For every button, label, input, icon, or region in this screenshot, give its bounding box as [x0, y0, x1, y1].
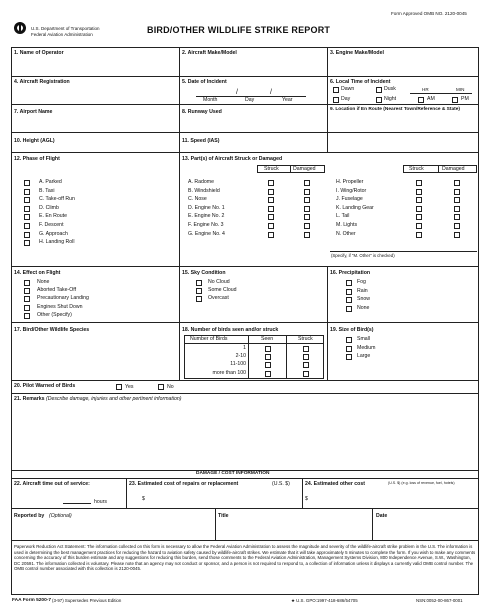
title-field[interactable]	[217, 522, 370, 539]
checkbox-count-seen[interactable]	[265, 354, 271, 360]
checkbox-part-damaged[interactable]	[304, 214, 310, 220]
checkbox-part-struck[interactable]	[416, 214, 422, 220]
label-parts-struck: 13. Part(s) of Aircraft Struck or Damaged	[182, 156, 283, 162]
label-date: Date	[376, 513, 388, 519]
checkbox-part-struck[interactable]	[268, 180, 274, 186]
checkbox-warned-no[interactable]	[158, 384, 164, 390]
checkbox-part-damaged[interactable]	[304, 189, 310, 195]
remarks-note: (Describe damage, injuries and other pertinent information)	[46, 396, 182, 402]
phase-label: B. Taxi	[39, 187, 55, 194]
dot-logo	[14, 22, 26, 34]
agency-line-1: U.S. Department of Transportation	[31, 26, 100, 31]
label-name-of-operator: 1. Name of Operator	[14, 50, 64, 56]
part-label: F. Engine No. 3	[188, 222, 224, 228]
col-seen: Seen	[261, 336, 274, 342]
checkbox-sky[interactable]	[196, 280, 202, 286]
form-edition: (3-97) Supersedes Previous Edition	[52, 598, 122, 603]
part-label: A. Radome	[188, 179, 214, 185]
checkbox-part-struck[interactable]	[416, 232, 422, 238]
checkbox-precip[interactable]	[346, 289, 352, 295]
checkbox-count-seen[interactable]	[265, 371, 271, 377]
sky-label: Some Cloud	[208, 287, 237, 294]
col-struck-left: Struck	[264, 166, 279, 172]
checkbox-effect[interactable]	[24, 305, 30, 311]
label-time-out-of-service: 22. Aircraft time out of service:	[14, 481, 90, 487]
part-label: J. Fuselage	[336, 196, 363, 203]
checkbox-sky[interactable]	[196, 288, 202, 294]
checkbox-precip[interactable]	[346, 280, 352, 286]
sky-label: Overcast	[208, 295, 229, 302]
nsn-number: NSN:0052-00-867-0001	[416, 598, 463, 603]
checkbox-part-struck[interactable]	[416, 180, 422, 186]
checkbox-part-struck[interactable]	[416, 197, 422, 203]
checkbox-part-damaged[interactable]	[454, 180, 460, 186]
bird-count-label: more than 100	[212, 369, 246, 376]
checkbox-dusk[interactable]	[376, 87, 382, 93]
col-struck-right: Struck	[409, 166, 424, 172]
precip-label: None	[357, 304, 370, 311]
checkbox-phase[interactable]	[24, 189, 30, 195]
checkbox-effect[interactable]	[24, 296, 30, 302]
part-label: I. Wing/Rotor	[336, 187, 367, 194]
label-precipitation: 16. Precipitation	[330, 270, 371, 276]
checkbox-phase[interactable]	[24, 223, 30, 229]
checkbox-part-damaged[interactable]	[454, 189, 460, 195]
part-label: C. Nose	[188, 196, 207, 203]
remarks-field[interactable]	[12, 405, 478, 469]
effect-label: Other (Specify)	[37, 311, 72, 318]
effect-label: Aborted Take-Off	[37, 287, 77, 294]
label-other-cost: 24. Estimated other cost	[305, 481, 365, 487]
phase-label: D. Climb	[39, 204, 59, 211]
checkbox-part-struck[interactable]	[416, 223, 422, 229]
operator-name-field[interactable]	[12, 58, 178, 75]
date-field[interactable]	[374, 522, 477, 539]
label-speed: 11. Speed (IAS)	[182, 138, 220, 144]
damage-cost-heading: DAMAGE / COST INFORMATION	[196, 471, 270, 476]
checkbox-size[interactable]	[346, 346, 352, 352]
label-year: Year	[282, 97, 293, 103]
height-field[interactable]	[50, 135, 178, 150]
col-number-of-birds: Number of Birds	[190, 336, 228, 342]
checkbox-sky[interactable]	[196, 296, 202, 302]
part-label: H. Propeller	[336, 179, 364, 185]
checkbox-phase[interactable]	[24, 232, 30, 238]
repair-cost-field[interactable]	[150, 493, 298, 503]
label-day: Day	[245, 97, 255, 103]
checkbox-part-struck[interactable]	[268, 232, 274, 238]
agency-line-2: Federal Aviation Administration	[31, 32, 93, 37]
checkbox-part-damaged[interactable]	[454, 214, 460, 220]
precip-label: Rain	[357, 287, 368, 294]
checkbox-part-damaged[interactable]	[454, 197, 460, 203]
paperwork-reduction-statement: Paperwork Reduction Act Statement: The information collected on this form is necessary to allow the Federal Aviation Administration to assess the magnitude and severity of the wildlife-aircraft strike problem in the U.S. The information is used in determining the best management practices for reducing the hazard to aviation safety caused by wildlife-aircraft strikes. We estimate that it will take approximately 5 minutes to complete the form. If you wish to make any comments concerning the accuracy of this burden estimate and any suggestions for reducing this burden, send those comments to the Federal Aviation Administration, Management Systems Division, 800 Independence Avenue, S.W., Washington, DC 20591. The information collected is voluntary. Please note that an agency may not conduct or sponsor, and a person is not required to respond to, a collection of information unless it displays a currently valid OMB control number. The OMB control number associated with this collection is 2120-0045.	[14, 544, 476, 571]
checkbox-part-damaged[interactable]	[304, 232, 310, 238]
precip-label: Snow	[357, 296, 370, 303]
checkbox-part-struck[interactable]	[416, 206, 422, 212]
specify-other-note: (Specify, if "M. Other" is checked)	[331, 253, 395, 258]
checkbox-size[interactable]	[346, 354, 352, 360]
checkbox-precip[interactable]	[346, 297, 352, 303]
effect-label: None	[37, 279, 50, 285]
checkbox-phase[interactable]	[24, 240, 30, 246]
size-label: Small	[357, 336, 370, 342]
checkbox-part-damaged[interactable]	[304, 180, 310, 186]
checkbox-size[interactable]	[346, 337, 352, 343]
part-label: D. Engine No. 1	[188, 204, 225, 211]
checkbox-count-struck[interactable]	[303, 371, 309, 377]
effect-label: Engines Shut Down	[37, 303, 83, 310]
omb-number: Form Approved OMB NO. 2120-0045	[391, 11, 467, 16]
part-label: E. Engine No. 2	[188, 213, 225, 220]
effect-label: Precautionary Landing	[37, 295, 89, 302]
part-label: M. Lights	[336, 222, 358, 228]
species-field[interactable]	[12, 336, 178, 379]
label-repair-cost: 23. Estimated cost of repairs or replacement	[129, 481, 239, 487]
phase-label: H. Landing Roll	[39, 239, 75, 246]
form-title: BIRD/OTHER WILDLIFE STRIKE REPORT	[147, 25, 331, 35]
speed-field[interactable]	[212, 135, 326, 150]
checkbox-effect[interactable]	[24, 313, 30, 319]
engine-make-model-field[interactable]	[329, 58, 477, 75]
checkbox-part-damaged[interactable]	[454, 206, 460, 212]
checkbox-part-struck[interactable]	[268, 223, 274, 229]
checkbox-am[interactable]	[418, 97, 424, 103]
checkbox-pm[interactable]	[452, 97, 458, 103]
form-number: FAA Form 5200-7	[12, 598, 52, 603]
checkbox-count-seen[interactable]	[265, 362, 271, 368]
checkbox-precip[interactable]	[346, 306, 352, 312]
checkbox-phase[interactable]	[24, 206, 30, 212]
phase-label: A. Parked	[39, 179, 62, 185]
checkbox-count-seen[interactable]	[265, 346, 271, 352]
aircraft-registration-field[interactable]	[12, 87, 178, 103]
checkbox-part-damaged[interactable]	[304, 197, 310, 203]
sky-label: No Cloud	[208, 279, 230, 285]
label-effect-on-flight: 14. Effect on Flight	[14, 270, 61, 276]
checkbox-count-struck[interactable]	[303, 346, 309, 352]
precip-label: Fog	[357, 279, 366, 285]
part-label: K. Landing Gear	[336, 204, 374, 211]
checkbox-part-struck[interactable]	[268, 214, 274, 220]
bird-strike-report-form: Form Approved OMB NO. 2120-0045 U.S. Department of Transportation Federal Aviation Administration BIRD/OTHER WILDLIFE STRIKE REPORT 1. Name of Operator 2. Aircraft Make/Model 3. Engine Make/Model 4. Aircraft Registration 5. Date of Incident / / Month Day Year 6. Local Time of Incident Dawn Dusk HR MIN Day Night AM PM 7. Airport Name 8. Runway Used 9. Location if En Route (Nearest Town/Reference & State) 10. Height (AGL) 11. Speed (IAS) 12. Phase of Flight 13. Part(s) of Aircraft Struck or Damaged Struck Damaged Struck Damaged (Specify, if "M. Other" is checked) 14. Effect on Flight 15. Sky Condition 16. Precipitation 17. Bird/Other Wildlife Species 18. Number of birds seen and/or struck Number of Birds Seen Struck 19. Size of Bird(s) 20. Pilot Warned of Birds Yes No 21. Remarks (Describe damage, injuries and other pertinent information) DAMAGE / COST INFORMATION 22. Aircraft time out of service: hours 23. Estimated cost of repairs or replacement (U.S. $) $ 24. Estimated other cost (U.S. $) (e.g. loss of revenue, fuel, hotels) $ Reported by (Optional) Title Date Paperwork Reduction Act Statement: The information collected on this form is necessary to allow the Federal Aviation Administration to assess the magnitude and severity of the wildlife-aircraft strike problem in the U.S. The information is used in determining the best management practices for reducing the hazard to aviation safety caused by wildlife-aircraft strikes. We estimate that it will take approximately 5 minutes to complete the form. If you wish to make any comments concerning the accuracy of this burden estimate and any suggestions for reducing this burden, send those comments to the Federal Aviation Administration, Management Systems Division, 800 Independence Avenue, S.W., Washington, DC 20591. The information collected is voluntary. Please note that an agency may not conduct or sponsor, and a person is not required to respond to, a collection of information unless it displays a currently valid OMB control number. The OMB control number associated with this collection is 2120-0045. FAA Form 5200-7 (3-97) Supersedes Previous Edition ★ U.S. GPO:1997-418-686/54705 NSN:0052-00-867-0001 A. Parked B. Taxi C. Take-off Run D. Climb E. En Route F. Descent G. Approach H. Landing Roll A. Radome B. Windshield C. Nose D. Engine No. 1 E. Engine No. 2 F. Engine No. 3 G. Engine No. 4 H. Propeller I. Wing/Rotor J. Fuselage K. Landing Gear L. Tail M. Lights N. Other None Aborted Take-Off Precautionary Landing Engines Shut Down Other (Specify) No Cloud Some Cloud Overcast Fog Rain Snow None 1 2-10 11-100 more than 100 Small Medium Large	[0, 0, 488, 608]
phase-label: E. En Route	[39, 213, 67, 220]
bird-count-label: 2-10	[235, 353, 246, 360]
checkbox-day[interactable]	[333, 97, 339, 103]
checkbox-part-damaged[interactable]	[454, 223, 460, 229]
label-remarks: 21. Remarks	[14, 396, 45, 402]
bird-count-label: 1	[243, 345, 246, 351]
checkbox-phase[interactable]	[24, 197, 30, 203]
date-of-incident-field[interactable]	[196, 86, 306, 96]
label-size-of-birds: 19. Size of Bird(s)	[330, 327, 374, 333]
phase-label: C. Take-off Run	[39, 196, 75, 203]
reported-by-field[interactable]	[12, 522, 213, 539]
label-height: 10. Height (AGL)	[14, 138, 55, 144]
col-damaged-left: Damaged	[293, 166, 316, 172]
airport-name-field[interactable]	[12, 117, 178, 131]
time-out-of-service-field[interactable]	[63, 494, 91, 503]
label-species: 17. Bird/Other Wildlife Species	[14, 327, 90, 333]
checkbox-night[interactable]	[376, 97, 382, 103]
gpo-notice: ★ U.S. GPO:1997-418-686/54705	[291, 598, 358, 603]
label-engine-make-model: 3. Engine Make/Model	[330, 50, 384, 56]
bird-count-label: 11-100	[230, 361, 246, 368]
checkbox-effect[interactable]	[24, 280, 30, 286]
checkbox-part-struck[interactable]	[416, 189, 422, 195]
phase-label: F. Descent	[39, 222, 64, 228]
checkbox-warned-yes[interactable]	[116, 384, 122, 390]
size-label: Large	[357, 353, 371, 360]
checkbox-dawn[interactable]	[333, 87, 339, 93]
checkbox-part-damaged[interactable]	[454, 232, 460, 238]
label-location-en-route: 9. Location if En Route (Nearest Town/Reference & State)	[330, 107, 460, 112]
label-reported-by: Reported by	[14, 513, 45, 519]
label-runway-used: 8. Runway Used	[182, 109, 222, 115]
label-local-time: 6. Local Time of Incident	[330, 79, 391, 85]
checkbox-phase[interactable]	[24, 214, 30, 220]
label-date-of-incident: 5. Date of Incident	[182, 79, 227, 85]
label-sky-condition: 15. Sky Condition	[182, 270, 226, 276]
part-label: N. Other	[336, 230, 356, 237]
location-en-route-field[interactable]	[329, 116, 477, 131]
size-label: Medium	[357, 344, 376, 351]
label-number-of-birds: 18. Number of birds seen and/or struck	[182, 327, 279, 333]
part-label: B. Windshield	[188, 187, 220, 194]
other-cost-field[interactable]	[313, 493, 475, 503]
checkbox-count-struck[interactable]	[303, 354, 309, 360]
part-label: G. Engine No. 4	[188, 230, 225, 237]
checkbox-part-struck[interactable]	[268, 206, 274, 212]
label-pilot-warned: 20. Pilot Warned of Birds	[14, 383, 76, 389]
label-airport-name: 7. Airport Name	[14, 109, 53, 115]
checkbox-part-damaged[interactable]	[304, 206, 310, 212]
label-aircraft-make-model: 2. Aircraft Make/Model	[182, 50, 237, 56]
runway-used-field[interactable]	[181, 117, 326, 131]
label-aircraft-registration: 4. Aircraft Registration	[14, 79, 70, 85]
checkbox-part-struck[interactable]	[268, 197, 274, 203]
label-title: Title	[218, 513, 229, 519]
checkbox-part-damaged[interactable]	[304, 223, 310, 229]
checkbox-part-struck[interactable]	[268, 189, 274, 195]
checkbox-count-struck[interactable]	[303, 362, 309, 368]
col-struck: Struck	[298, 336, 313, 342]
checkbox-effect[interactable]	[24, 288, 30, 294]
checkbox-phase[interactable]	[24, 180, 30, 186]
col-damaged-right: Damaged	[442, 166, 465, 172]
aircraft-make-model-field[interactable]	[181, 58, 326, 75]
part-label: L. Tail	[336, 213, 350, 220]
label-phase-of-flight: 12. Phase of Flight	[14, 156, 60, 162]
phase-label: G. Approach	[39, 230, 68, 237]
label-month: Month	[203, 97, 218, 103]
